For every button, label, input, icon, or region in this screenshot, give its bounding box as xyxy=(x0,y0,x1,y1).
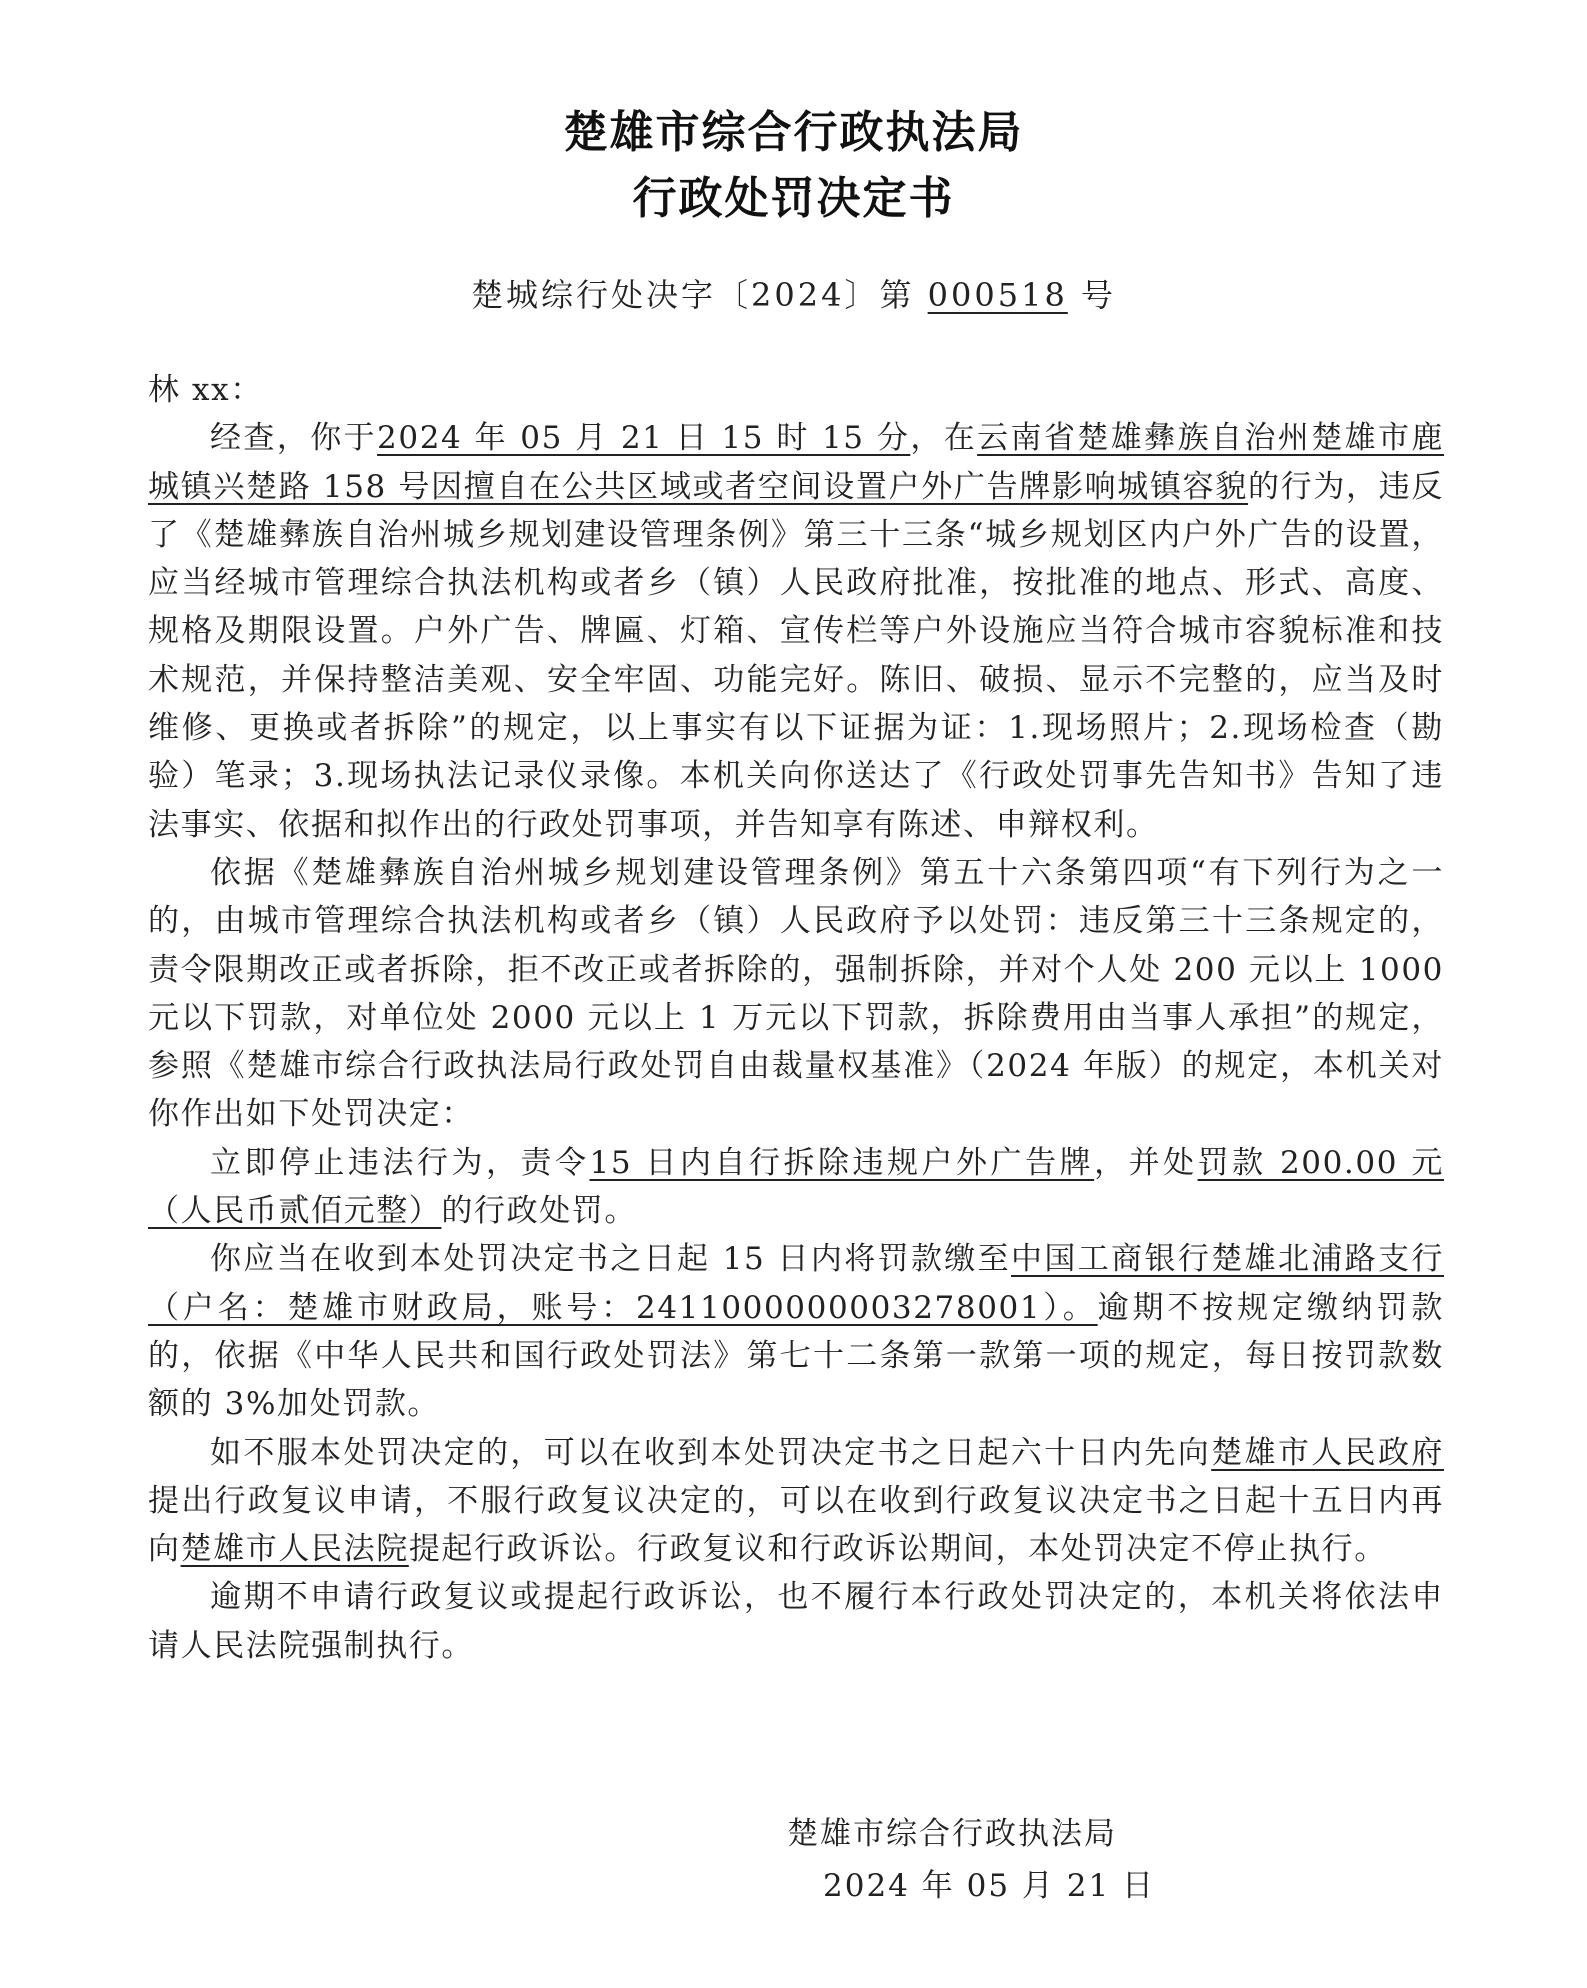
addressee: 林 xx： xyxy=(148,372,263,408)
paragraph-facts xyxy=(148,414,1444,849)
payment-tail: 逾期不按规定缴纳罚款的，依据《中华人民共和国行政处罚法》第七十二条第一款第一项的规定，每日按罚款数额的 3%加处罚款。 xyxy=(148,1289,1444,1423)
payment-lead: 你应当在收到本处罚决定书之日起 15 日内将罚款缴至 xyxy=(210,1241,1012,1278)
appeal-court: 楚雄市人民法院 xyxy=(180,1531,409,1568)
facts-lead: 经查，你于 xyxy=(210,420,378,457)
document-title-type: 行政处罚决定书 xyxy=(632,173,955,224)
paragraph-payment xyxy=(148,1235,1444,1428)
document-number xyxy=(0,270,1587,316)
signature-organization: 楚雄市综合行政执法局 xyxy=(787,1816,1117,1852)
decision-order: 15 日内自行拆除违规户外广告牌 xyxy=(589,1144,1095,1181)
appeal-lead: 如不服本处罚决定的，可以在收到本处罚决定书之日起六十日内先向 xyxy=(210,1434,1212,1471)
document-body xyxy=(148,366,1444,1670)
violation-location: 云南省楚雄彝族自治州楚雄市鹿城镇兴楚路 158 号因擅自在公共区域或者空间设置户外广告牌影响城镇容貌 xyxy=(148,420,1445,505)
decision-mid: ，并处 xyxy=(1094,1144,1198,1181)
document-number-prefix: 楚城综行处决字〔2024〕第 xyxy=(471,276,915,314)
paragraph-enforcement: 逾期不申请行政复议或提起行政诉讼，也不履行本行政处罚决定的，本机关将依法申请人民法院强制执行。 xyxy=(148,1579,1444,1664)
payment-bank-account: 中国工商银行楚雄北浦路支行（户名：楚雄市财政局，账号：2411000000003278001）。 xyxy=(148,1241,1444,1326)
document-title-agency: 楚雄市综合行政执法局 xyxy=(563,107,1024,158)
paragraph-decision xyxy=(148,1139,1444,1236)
paragraph-legal-basis: 依据《楚雄彝族自治州城乡规划建设管理条例》第五十六条第四项“有下列行为之一的，由城市管理综合执法机构或者乡（镇）人民政府予以处罚：违反第三十三条规定的，责令限期改正或者拆除，拒不改正或者拆除的，强制拆除，并对个人处 200 元以上 1000 元以下罚款，对单位处 2000 元以上 1 万元以下罚款，拆除费用由当事人承担”的规定，参照《楚雄市综合行政执法局行政处罚自由裁量权基准》（2024 年版）的规定，本机关对你作出如下处罚决定： xyxy=(148,854,1444,1133)
facts-mid: ，在 xyxy=(910,420,978,457)
decision-tail: 的行政处罚。 xyxy=(441,1193,638,1230)
document-number-value: 000518 xyxy=(927,276,1068,314)
appeal-tail: 提起行政诉讼。行政复议和行政诉讼期间，本处罚决定不停止执行。 xyxy=(408,1531,1387,1568)
appeal-government: 楚雄市人民政府 xyxy=(1211,1434,1445,1471)
decision-fine: 罚款 200.00 元（人民币贰佰元整） xyxy=(148,1144,1444,1230)
signature-date: 2024 年 05 月 21 日 xyxy=(823,1868,1156,1904)
paragraph-appeal xyxy=(148,1429,1444,1574)
violation-datetime: 2024 年 05 月 21 日 15 时 15 分 xyxy=(377,420,911,457)
appeal-mid: 提出行政复议申请，不服行政复议决定的，可以在收到行政复议决定书之日起十五日内再向 xyxy=(148,1482,1444,1568)
facts-rest: 的行为，违反了《楚雄彝族自治州城乡规划建设管理条例》第三十三条“城乡规划区内户外广告的设置，应当经城市管理综合执法机构或者乡（镇）人民政府批准，按批准的地点、形式、高度、规格及期限设置。户外广告、牌匾、灯箱、宣传栏等户外设施应当符合城市容貌标准和技术规范，并保持整洁美观、安全牢固、功能完好。陈旧、破损、显示不完整的，应当及时维修、更换或者拆除”的规定，以上事实有以下证据为证：1.现场照片；2.现场检查（勘验）笔录；3.现场执法记录仪录像。本机关向你送达了《行政处罚事先告知书》告知了违法事实、依据和拟作出的行政处罚事项，并告知享有陈述、申辩权利。 xyxy=(148,468,1444,843)
document-number-suffix: 号 xyxy=(1080,276,1116,314)
decision-lead: 立即停止违法行为，责令 xyxy=(210,1144,590,1181)
